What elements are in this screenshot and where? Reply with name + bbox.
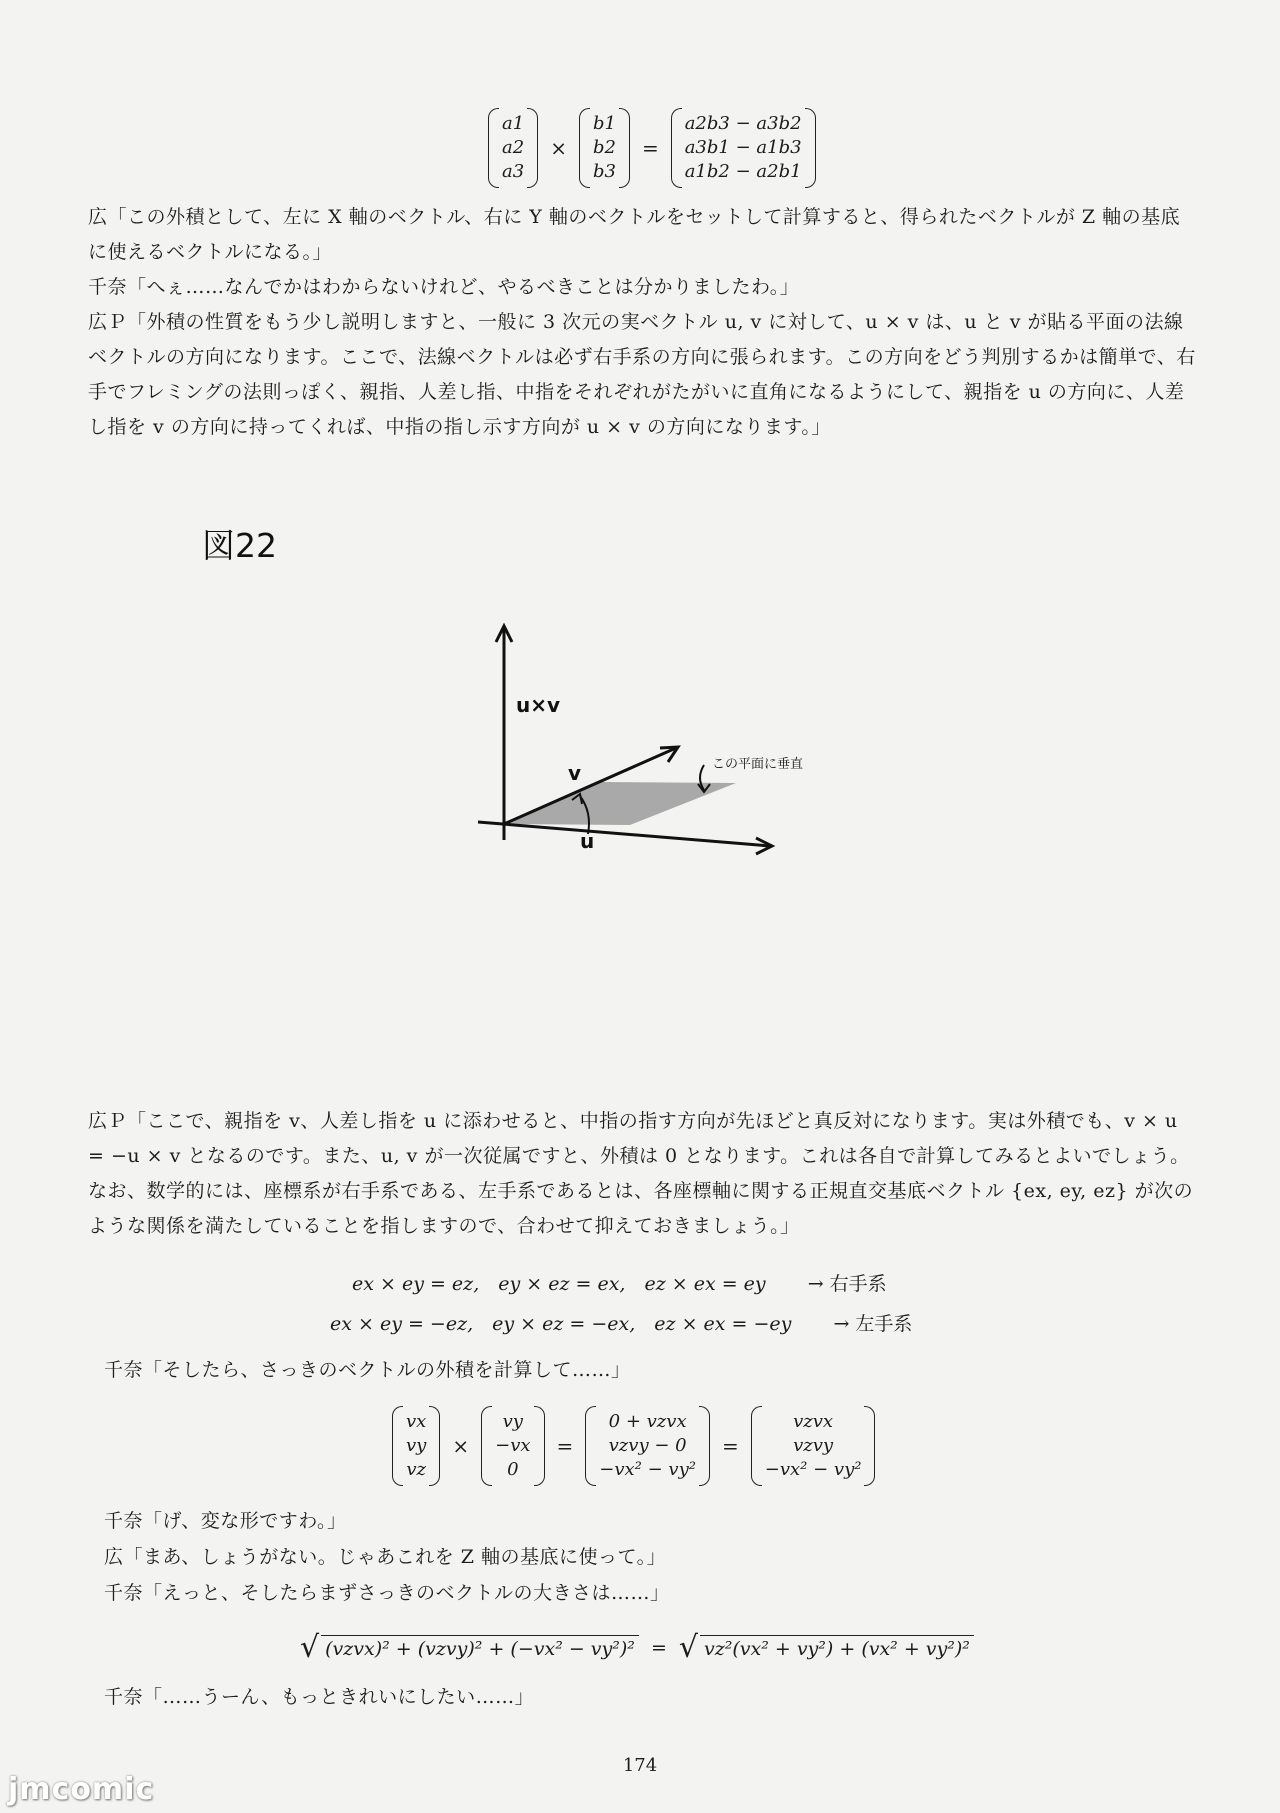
paragraph-5: 千奈「そしたら、さっきのベクトルの外積を計算して……」 bbox=[104, 1359, 631, 1381]
matrix-entry: −vx bbox=[495, 1435, 531, 1456]
matrix-w bbox=[481, 1406, 544, 1486]
times-operator: × bbox=[452, 1434, 470, 1458]
right-handed-formula: ex × ey = ez, ey × ez = ex, ez × ex = ey bbox=[352, 1273, 766, 1295]
sqrt-sign: √ bbox=[678, 1630, 698, 1665]
matrix-final bbox=[751, 1406, 876, 1486]
times-operator: × bbox=[550, 136, 567, 160]
annotation-text: この平面に垂直 bbox=[712, 757, 804, 772]
cross-product-diagram bbox=[460, 600, 820, 880]
matrix-intermediate bbox=[585, 1406, 710, 1486]
figure-title: 図22 bbox=[202, 526, 277, 565]
u-axis bbox=[478, 822, 770, 846]
right-handed-relations bbox=[352, 1269, 887, 1296]
sqrt-lhs: (vzvx)² + (vzvy)² + (−vx² − vy²)² bbox=[321, 1635, 639, 1660]
matrix-entry: b1 bbox=[592, 113, 616, 134]
matrix-entry: a1b2 − a2b1 bbox=[684, 161, 802, 182]
matrix-entry: a2b3 − a3b2 bbox=[684, 113, 802, 134]
matrix-entry: b3 bbox=[592, 161, 616, 182]
sqrt-sign: √ bbox=[300, 1630, 320, 1665]
matrix-entry: vzvy bbox=[793, 1435, 834, 1456]
paragraph-4: 広Ｐ「ここで、親指を v、人差し指を u に添わせると、中指の指す方向が先ほどと真反対になります。実は外積でも、v × u = −u × v となるのです。また、u, v が一次従属ですと、外積は 0 となります。これは各自で計算してみるとよいでしょう。なお、数学的には、座標系が右手系である、左手系であるとは、各座標軸に関する正規直交基底ベクトル {ex, ey, ez} が次のような関係を満たしていることを指しますので、合わせて抑えておきましょう。」 bbox=[88, 1110, 1194, 1237]
right-handed-label: → 右手系 bbox=[807, 1273, 887, 1295]
vector-cross-product bbox=[392, 1406, 875, 1486]
left-handed-label: → 左手系 bbox=[833, 1313, 913, 1335]
matrix-result bbox=[671, 108, 816, 188]
matrix-entry: a3b1 − a1b3 bbox=[684, 137, 802, 158]
paragraph-9: 千奈「……うーん、もっときれいにしたい……」 bbox=[104, 1686, 535, 1708]
paragraph-2: 千奈「へぇ……なんでかはわからないけれど、やるべきことは分かりましたわ。」 bbox=[88, 276, 800, 298]
matrix-entry: −vx² − vy² bbox=[599, 1459, 696, 1480]
matrix-entry: −vx² − vy² bbox=[764, 1459, 862, 1480]
equals-operator: = bbox=[650, 1636, 667, 1659]
matrix-entry: vz bbox=[406, 1459, 426, 1480]
matrix-b bbox=[579, 108, 630, 188]
paragraph-7: 広「まあ、しょうがない。じゃあこれを Z 軸の基底に使って。」 bbox=[104, 1546, 667, 1568]
paragraph-8: 千奈「えっと、そしたらまずさっきのベクトルの大きさは……」 bbox=[104, 1582, 670, 1604]
matrix-v bbox=[392, 1406, 440, 1486]
equals-operator: = bbox=[721, 1434, 739, 1458]
equals-operator: = bbox=[556, 1434, 574, 1458]
label-uxv: u×v bbox=[516, 693, 561, 717]
matrix-entry: 0 + vzvx bbox=[608, 1411, 687, 1432]
matrix-entry: vzvx bbox=[793, 1411, 834, 1432]
matrix-entry: a1 bbox=[502, 113, 525, 134]
cross-product-formula bbox=[488, 108, 816, 188]
matrix-entry: vzvy − 0 bbox=[608, 1435, 687, 1456]
paragraph-1: 広「この外積として、左に X 軸のベクトル、右に Y 軸のベクトルをセットして計算すると、得られたベクトルが Z 軸の基底に使えるベクトルになる。」 bbox=[88, 206, 1181, 263]
left-handed-relations bbox=[330, 1309, 912, 1336]
matrix-entry: vx bbox=[406, 1411, 427, 1432]
matrix-entry: 0 bbox=[507, 1459, 519, 1480]
left-handed-formula: ex × ey = −ez, ey × ez = −ex, ez × ex = −ey bbox=[330, 1313, 792, 1335]
matrix-entry: a3 bbox=[502, 161, 525, 182]
label-u: u bbox=[580, 829, 595, 853]
label-v: v bbox=[568, 761, 582, 785]
matrix-a bbox=[488, 108, 538, 188]
page-number: 174 bbox=[622, 1755, 658, 1776]
watermark-logo: jmcomic bbox=[8, 1772, 155, 1807]
matrix-entry: a2 bbox=[502, 137, 525, 158]
equals-operator: = bbox=[641, 136, 659, 160]
sqrt-rhs: vz²(vx² + vy²) + (vx² + vy²)² bbox=[700, 1635, 974, 1660]
matrix-entry: vy bbox=[502, 1411, 523, 1432]
matrix-entry: vy bbox=[406, 1435, 427, 1456]
magnitude-formula bbox=[300, 1630, 974, 1665]
paragraph-6: 千奈「げ、変な形ですわ。」 bbox=[104, 1510, 347, 1532]
paragraph-3: 広Ｐ「外積の性質をもう少し説明しますと、一般に 3 次元の実ベクトル u, v に対して、u × v は、u と v が貼る平面の法線ベクトルの方向になります。ここで、法線ベクトルは必ず右手系の方向に張られます。この方向をどう判別するかは簡単で、右手でフレミングの法則っぽく、親指、人差し指、中指をそれぞれがたがいに直角になるようにして、親指を u の方向に、人差し指を v の方向に持ってくれば、中指の指し示す方向が u × v の方向になります。」 bbox=[88, 311, 1196, 438]
matrix-entry: b2 bbox=[592, 137, 616, 158]
